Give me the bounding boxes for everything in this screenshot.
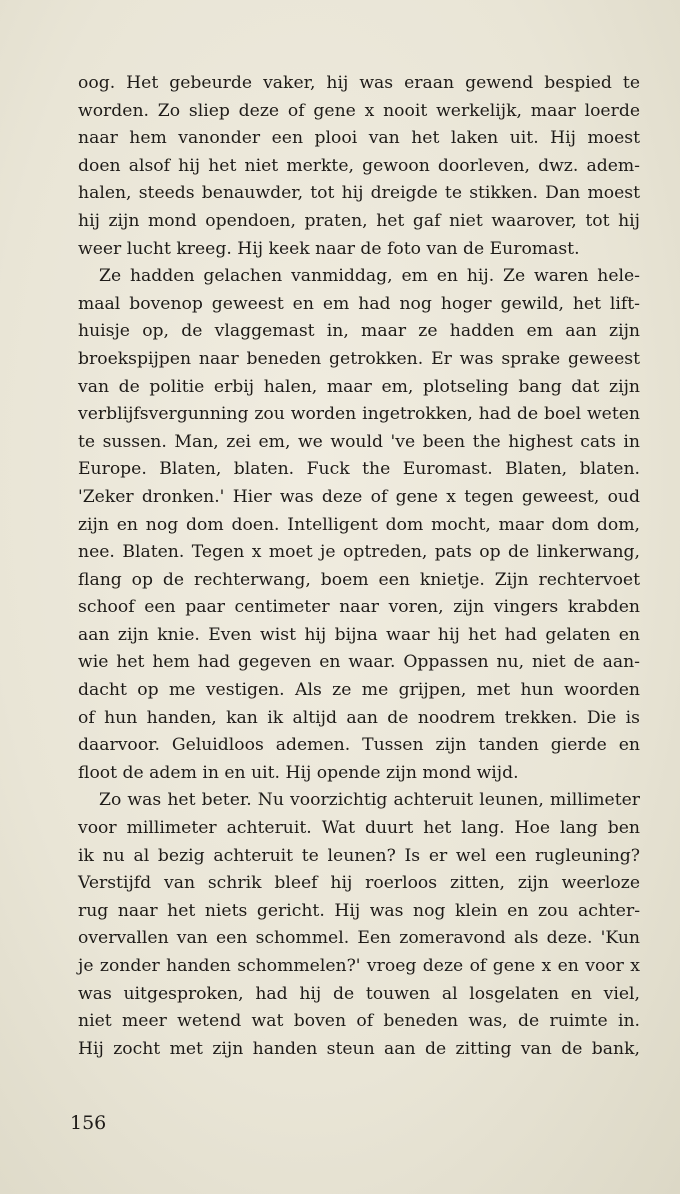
text-line: nee. Blaten. Tegen x moet je optreden, pats op de linkerwang, <box>78 542 640 563</box>
text-line: was uitgesproken, had hij de touwen al losgelaten en viel, <box>78 983 640 1004</box>
text-line: oog. Het gebeurde vaker, hij was eraan gewend bespied te <box>78 73 640 93</box>
text-line: halen, steeds benauwder, tot hij dreigde te stikken. Dan moest <box>78 183 640 204</box>
text-line: weer lucht kreeg. Hij keek naar de foto van de Euromast. <box>78 238 580 259</box>
text-line: zijn en nog dom doen. Intelligent dom mocht, maar dom dom, <box>78 514 640 535</box>
text-line: van de politie erbij halen, maar em, plotseling bang dat zijn <box>78 376 640 397</box>
text-line: schoof een paar centimeter naar voren, zijn vingers krabden <box>78 597 640 618</box>
text-line: daarvoor. Geluidloos ademen. Tussen zijn tanden gierde en <box>78 735 640 756</box>
text-line: overvallen van een schommel. Een zomeravond als deze. 'Kun <box>78 928 640 949</box>
text-line: ik nu al bezig achteruit te leunen? Is er wel een rugleuning? <box>78 845 640 866</box>
text-line: je zonder handen schommelen?' vroeg deze of gene x en voor x <box>78 956 640 976</box>
text-line: Zo was het beter. Nu voorzichtig achteruit leunen, millimeter <box>99 790 640 811</box>
paragraph-1 <box>78 70 640 263</box>
text-line: Verstijfd van schrik bleef hij roerloos zitten, zijn weerloze <box>78 873 640 894</box>
text-line: floot de adem in en uit. Hij opende zijn mond wijd. <box>78 762 519 783</box>
text-line: niet meer wetend wat boven of beneden was, de ruimte in. <box>78 1011 640 1032</box>
text-line: verblijfsvergunning zou worden ingetrokken, had de boel weten <box>78 404 640 425</box>
paragraph-2 <box>78 263 640 787</box>
text-line: hij zijn mond opendoen, praten, het gaf niet waarover, tot hij <box>78 210 640 231</box>
text-line: naar hem vanonder een plooi van het laken uit. Hij moest <box>78 128 640 149</box>
text-line: wie het hem had gegeven en waar. Oppassen nu, niet de aan- <box>78 652 640 673</box>
text-line: worden. Zo sliep deze of gene x nooit werkelijk, maar loerde <box>78 100 640 121</box>
text-line: 'Zeker dronken.' Hier was deze of gene x tegen geweest, oud <box>78 486 640 507</box>
text-line: te sussen. Man, zei em, we would 've been the highest cats in <box>78 431 640 452</box>
text-line: Europe. Blaten, blaten. Fuck the Euromast. Blaten, blaten. <box>78 459 640 480</box>
page-number: 156 <box>70 1112 107 1134</box>
text-line: maal bovenop geweest en em had nog hoger gewild, het lift- <box>78 293 640 314</box>
text-line: flang op de rechterwang, boem een knietje. Zijn rechtervoet <box>78 569 640 590</box>
text-line: of hun handen, kan ik altijd aan de noodrem trekken. Die is <box>78 707 640 728</box>
text-line: Hij zocht met zijn handen steun aan de zitting van de bank, <box>78 1038 640 1059</box>
body-text <box>78 70 640 1063</box>
text-line: dacht op me vestigen. Als ze me grijpen, met hun woorden <box>78 680 640 701</box>
text-line: Ze hadden gelachen vanmiddag, em en hij. Ze waren hele- <box>99 266 640 287</box>
text-line: huisje op, de vlaggemast in, maar ze hadden em aan zijn <box>78 321 640 342</box>
text-line: doen alsof hij het niet merkte, gewoon doorleven, dwz. adem- <box>78 155 640 176</box>
paragraph-3 <box>78 787 640 1063</box>
text-line: rug naar het niets gericht. Hij was nog klein en zou achter- <box>78 900 640 921</box>
text-line: voor millimeter achteruit. Wat duurt het lang. Hoe lang ben <box>78 818 640 839</box>
text-line: aan zijn knie. Even wist hij bijna waar hij het had gelaten en <box>78 624 640 645</box>
text-line: broekspijpen naar beneden getrokken. Er was sprake geweest <box>78 348 640 369</box>
